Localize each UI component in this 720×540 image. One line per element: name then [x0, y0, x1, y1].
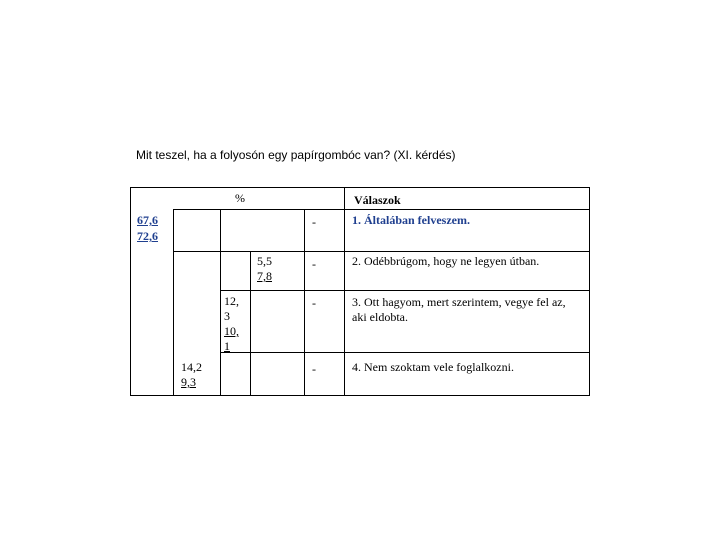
row3-value-1b: 3 [224, 309, 230, 323]
header-percent: % [235, 191, 245, 205]
header-answers: Válaszok [354, 193, 401, 207]
row-divider-3 [220, 352, 589, 353]
col-divider-4 [304, 209, 305, 395]
row1-value-1: 67,6 [137, 213, 158, 227]
row1-answer: 1. Általában felveszem. [352, 213, 470, 227]
row2-value-1: 5,5 [257, 254, 272, 268]
row3-dash: - [312, 296, 316, 310]
question-title: Mit teszel, ha a folyosón egy papírgombóc van? (XI. kérdés) [136, 148, 456, 162]
row1-dash: - [312, 215, 316, 229]
row4-dash: - [312, 362, 316, 376]
row4-answer: 4. Nem szoktam vele foglalkozni. [352, 360, 514, 374]
col-divider-3 [250, 251, 251, 395]
col-divider-1 [173, 209, 174, 395]
row-divider-1 [173, 251, 589, 252]
row4-value-2: 9,3 [181, 375, 196, 389]
row3-value-2b: 1 [224, 339, 230, 353]
row-divider-2 [220, 290, 589, 291]
row1-value-2: 72,6 [137, 229, 158, 243]
row2-dash: - [312, 257, 316, 271]
row3-answer-line1: 3. Ott hagyom, mert szerintem, vegye fel az, [352, 295, 566, 309]
survey-table [130, 187, 590, 396]
row4-value-1: 14,2 [181, 360, 202, 374]
col-divider-2 [220, 209, 221, 395]
col-divider-5 [344, 188, 345, 395]
row3-value-2a: 10, [224, 324, 239, 338]
row3-answer-line2: aki eldobta. [352, 310, 408, 324]
header-divider [173, 209, 589, 210]
row2-answer: 2. Odébbrúgom, hogy ne legyen útban. [352, 254, 540, 268]
row2-value-2: 7,8 [257, 269, 272, 283]
row3-value-1a: 12, [224, 294, 239, 308]
